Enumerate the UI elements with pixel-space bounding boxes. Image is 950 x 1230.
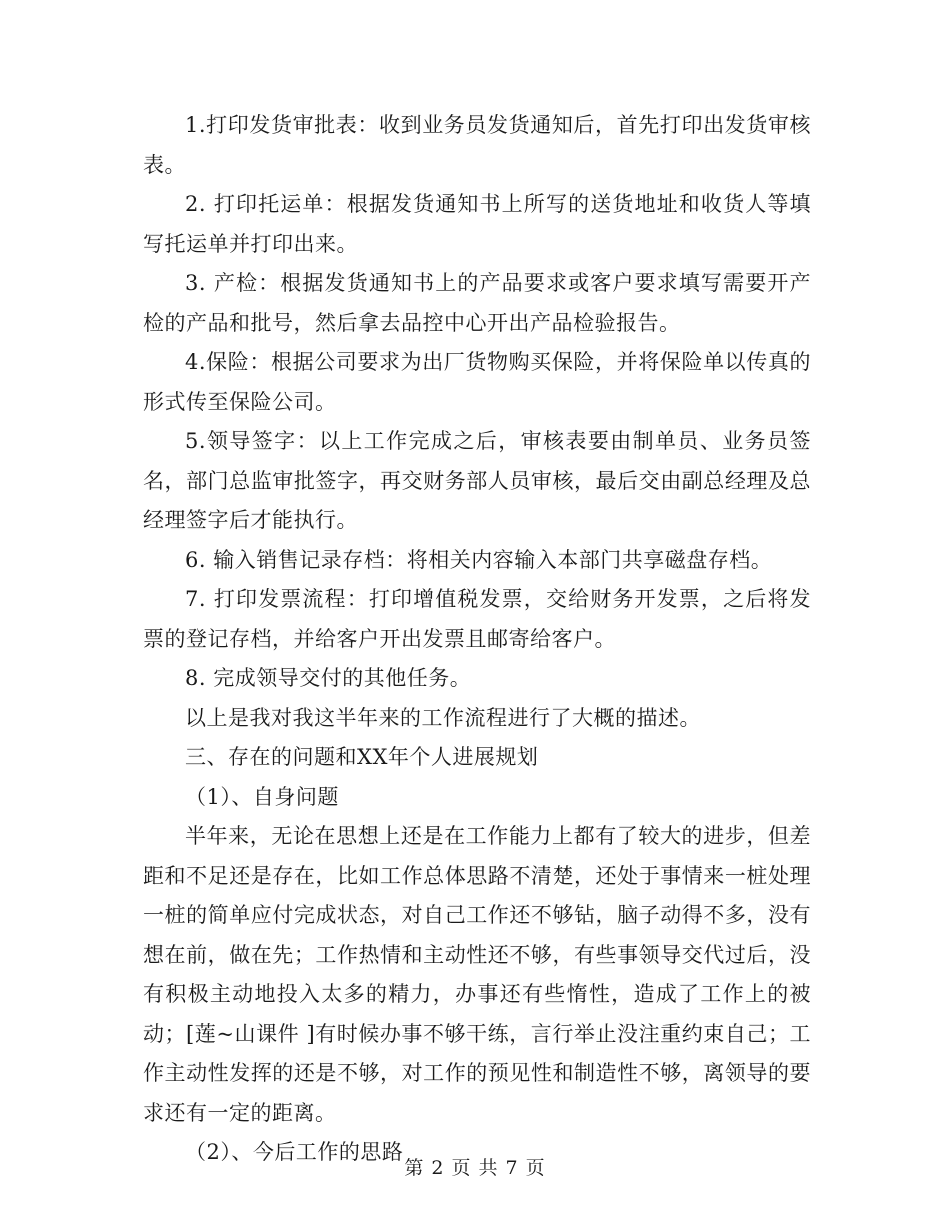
subsection-heading-future-work: （2）、今后工作的思路 — [185, 1140, 404, 1164]
paragraph-step-1: 1.打印发货审批表：收到业务员发货通知后，首先打印出发货审核表。 — [143, 113, 811, 177]
document-body — [143, 106, 811, 1173]
section-heading-problems: 三、存在的问题和XX年个人进展规划 — [185, 745, 539, 769]
paragraph-step-2: 2. 打印托运单：根据发货通知书上所写的送货地址和收货人等填写托运单并打印出来。 — [143, 192, 811, 256]
paragraph-step-5: 5.领导签字：以上工作完成之后，审核表要由制单员、业务员签名，部门总监审批签字，再交财务部人员审核，最后交由副总经理及总经理签字后才能执行。 — [143, 429, 811, 532]
paragraph-step-4: 4.保险：根据公司要求为出厂货物购买保险，并将保险单以传真的形式传至保险公司。 — [143, 350, 811, 414]
subsection-heading-self-issues: （1）、自身问题 — [185, 784, 339, 809]
paragraph-summary: 以上是我对我这半年来的工作流程进行了大概的描述。 — [185, 705, 701, 730]
paragraph-self-issues: 半年来，无论在思想上还是在工作能力上都有了较大的进步，但差距和不足还是存在，比如工作总体思路不清楚，还处于事情来一桩处理一桩的简单应付完成状态，对自己工作还不够钻，脑子动得不多，没有想在前，做在先；工作热情和主动性还不够，有些事领导交代过后，没有积极主动地投入太多的精力，办事还有些惰性，造成了工作上的被动；[莲~山课件 ]有时候办事不够干练，言行举止没注重约束自己；工作主动性发挥的还是不够，对工作的预见性和制造性不够，离领导的要求还有一定的距离。 — [143, 824, 811, 1125]
paragraph-step-7: 7. 打印发票流程：打印增值税发票，交给财务开发票，之后将发票的登记存档，并给客户开出发票且邮寄给客户。 — [143, 587, 811, 651]
page-number-label: 第 2 页 共 7 页 — [404, 1157, 546, 1179]
paragraph-step-6: 6. 输入销售记录存档：将相关内容输入本部门共享磁盘存档。 — [185, 547, 773, 572]
page-footer — [0, 1153, 950, 1180]
paragraph-step-3: 3. 产检：根据发货通知书上的产品要求或客户要求填写需要开产检的产品和批号，然后拿去品控中心开出产品检验报告。 — [143, 271, 811, 335]
paragraph-step-8: 8. 完成领导交付的其他任务。 — [185, 666, 472, 690]
